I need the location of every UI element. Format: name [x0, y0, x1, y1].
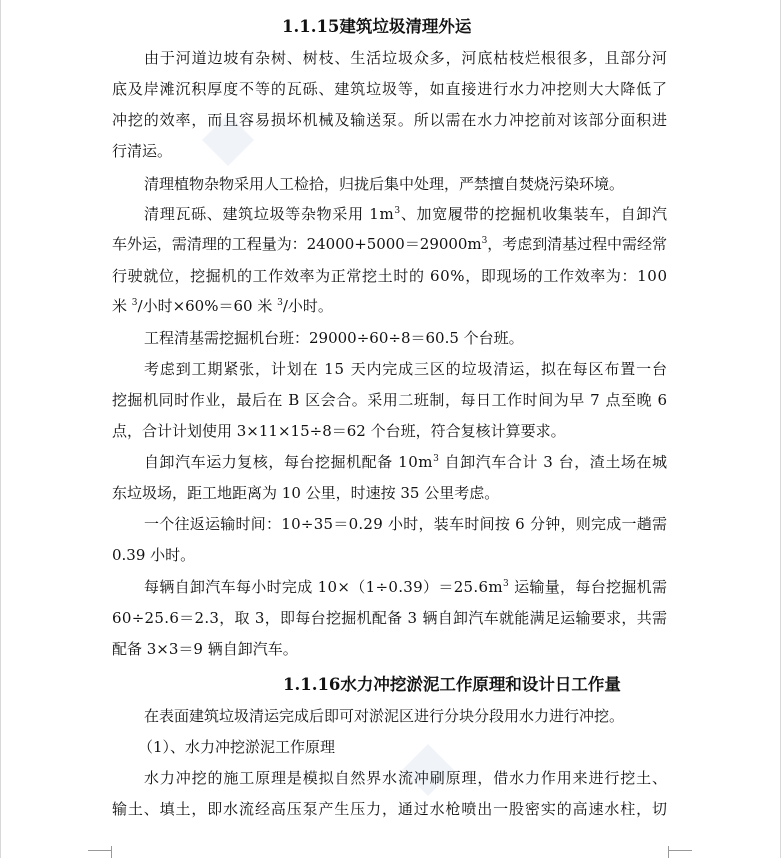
paragraph-line: 一个往返运输时间：10÷35＝0.29 小时，装车时间按 6 分钟，则完成一趟需 — [144, 515, 668, 533]
paragraph-line: 工程清基需挖掘机台班：29000÷60÷8＝60.5 个台班。 — [144, 329, 524, 347]
text-run: 米 — [112, 297, 132, 315]
text-run: ，考虑到清基过程中需经常 — [487, 235, 667, 253]
paragraph-line: 在表面建筑垃圾清运完成后即可对淤泥区进行分块分段用水力进行冲挖。 — [144, 707, 625, 725]
superscript: 3 — [481, 236, 488, 246]
paragraph-line — [144, 452, 668, 472]
paragraph-line: 由于河道边坡有杂树、树枝、生活垃圾众多，河底枯枝烂根很多，且部分河 — [144, 49, 668, 67]
paragraph-line: 配备 3×3＝9 辆自卸汽车。 — [112, 640, 298, 658]
paragraph-line: 输土、填土，即水流经高压泵产生压力，通过水枪喷出一股密实的高速水柱，切 — [112, 800, 668, 818]
paragraph-line — [112, 234, 667, 254]
paragraph-line — [144, 577, 667, 597]
superscript: 3 — [131, 298, 138, 308]
superscript: 3 — [502, 579, 509, 589]
paragraph-line — [112, 296, 333, 316]
superscript: 3 — [433, 454, 440, 464]
paragraph-line: 考虑到工期紧张，计划在 15 天内完成三区的垃圾清运，拟在每区布置一台 — [144, 360, 668, 378]
paragraph-line: 冲挖的效率，而且容易损坏机械及输送泵。所以需在水力冲挖前对该部分面积进 — [112, 111, 668, 129]
paragraph-line: 东垃圾场，距工地距离为 10 公里，时速按 35 公里考虑。 — [112, 484, 500, 502]
section-heading: 1.1.16水力冲挖淤泥工作原理和设计日工作量 — [283, 675, 621, 694]
paragraph-line: 底及岸滩沉积厚度不等的瓦砾、建筑垃圾等，如直接进行水力冲挖则大大降低了 — [112, 80, 668, 98]
paragraph-line: 清理植物杂物采用人工检拾，归拢后集中处理，严禁擅自焚烧污染环境。 — [144, 175, 625, 193]
paragraph-line: 行驶就位，挖掘机的工作效率为正常挖土时的 60%，即现场的工作效率为：100 — [112, 267, 668, 285]
page-left-edge — [0, 0, 1, 858]
paragraph-line: （1）、水力冲挖淤泥工作原理 — [138, 738, 336, 756]
text-run: 自卸汽车合计 3 台，渣土场在城 — [439, 453, 668, 471]
text-run: 每辆自卸汽车每小时完成 10×（1÷0.39）＝25.6m — [144, 578, 503, 596]
paragraph-line: 水力冲挖的施工原理是模拟自然界水流冲刷原理，借水力作用来进行挖土、 — [144, 769, 668, 787]
superscript: 3 — [394, 206, 401, 216]
text-run: /小时×60%＝60 米 — [137, 297, 278, 315]
text-run: 、加宽履带的挖掘机收集装车，自卸汽 — [400, 205, 668, 223]
text-run: 自卸汽车运力复核，每台挖掘机配备 10m — [144, 453, 434, 471]
paragraph-line — [144, 204, 668, 224]
text-run: 车外运，需清理的工程量为：24000+5000＝29000m — [112, 235, 482, 253]
paragraph-line: 行清运。 — [112, 142, 173, 160]
section-heading: 1.1.15建筑垃圾清理外运 — [282, 17, 472, 36]
paragraph-line: 挖掘机同时作业，最后在 B 区会合。采用二班制，每日工作时间为早 7 点至晚 6 — [112, 391, 668, 409]
paragraph-line: 60÷25.6＝2.3，取 3，即每台挖掘机配备 3 辆自卸汽车就能满足运输要求，共需 — [112, 609, 668, 627]
page-right-edge — [780, 0, 781, 858]
superscript: 3 — [277, 298, 283, 308]
text-run: 运输量，每台挖掘机需 — [509, 578, 668, 596]
paragraph-line: 0.39 小时。 — [112, 546, 196, 564]
text-run: /小时。 — [282, 297, 333, 315]
text-run: 清理瓦砾、建筑垃圾等杂物采用 1m — [144, 205, 395, 223]
paragraph-line: 点，合计计划使用 3×11×15÷8＝62 个台班，符合复核计算要求。 — [112, 422, 566, 440]
